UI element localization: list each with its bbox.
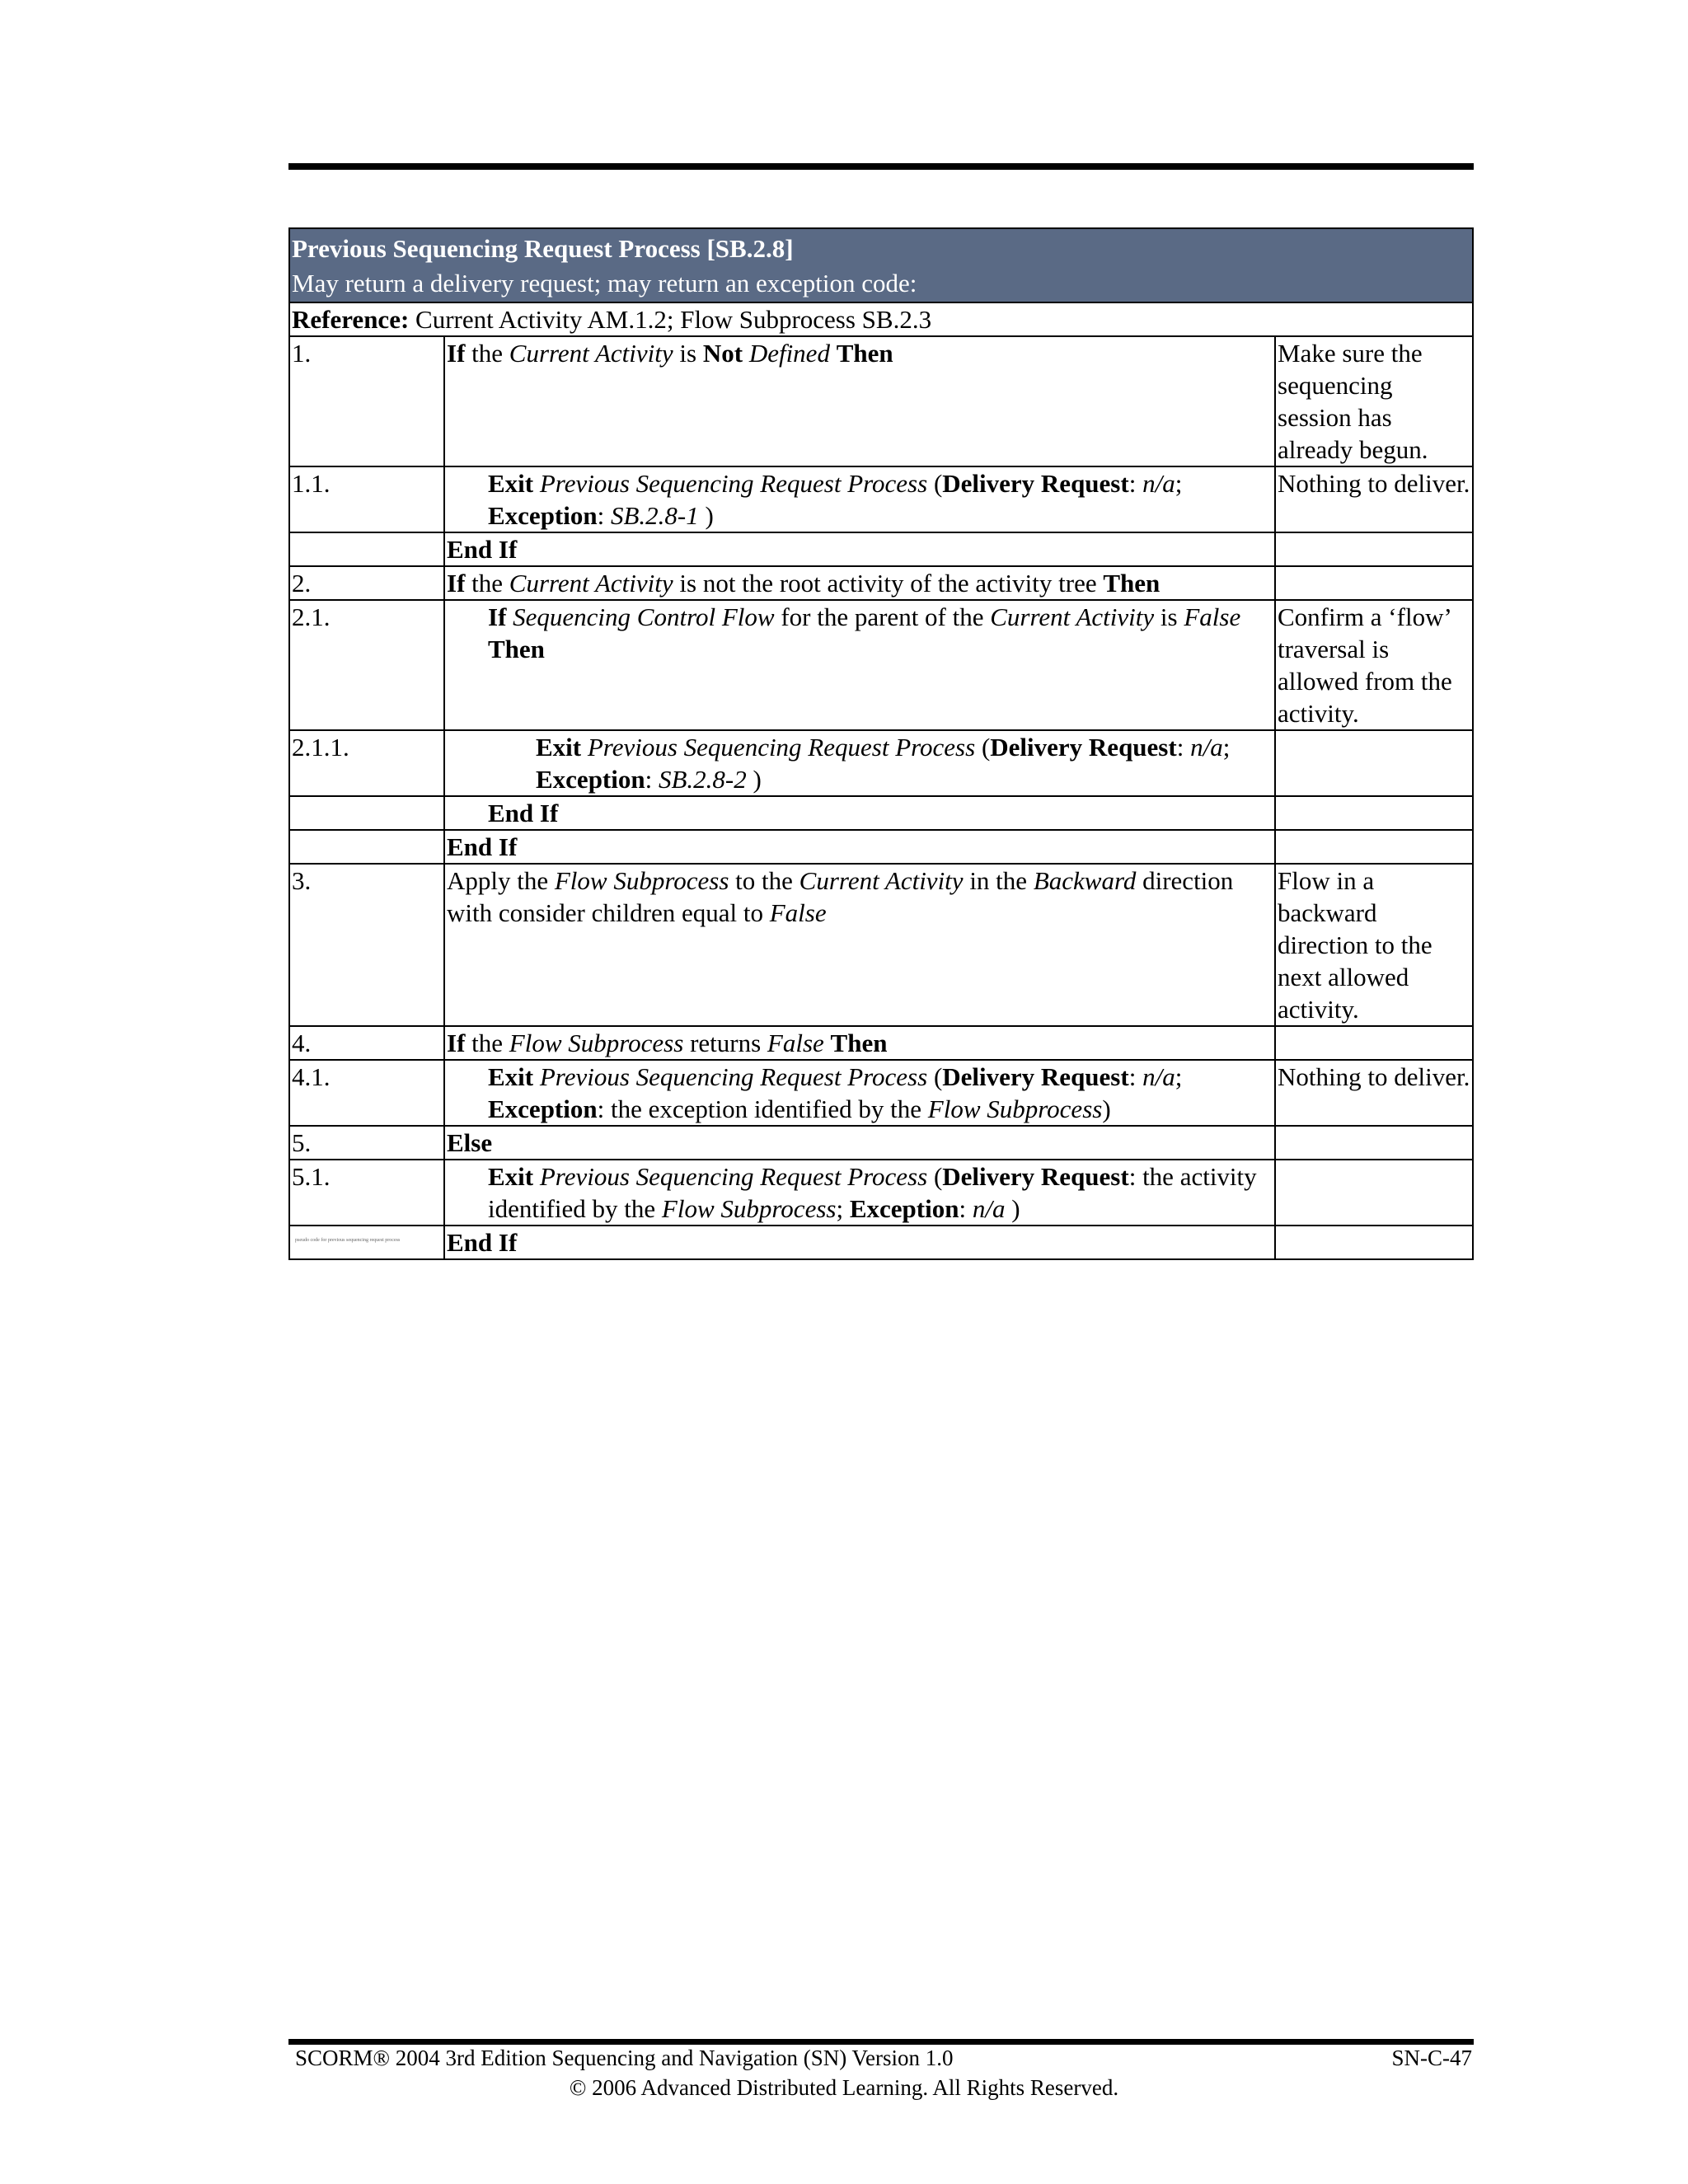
step-number: 1. — [289, 336, 444, 466]
table-row — [289, 864, 1473, 1026]
table-row — [289, 796, 1473, 830]
step-number: 2.1.1. — [289, 730, 444, 796]
table-header-row — [289, 228, 1473, 302]
process-header — [289, 228, 1473, 302]
step-code: Exit Previous Sequencing Request Process (Delivery Request: n/a; Exception: SB.2.8-1 ) — [444, 466, 1275, 532]
table-caption: pseudo code for previous sequencing request process — [295, 1238, 401, 1243]
table-row — [289, 600, 1473, 730]
step-code: If Sequencing Control Flow for the parent of the Current Activity is False Then — [444, 600, 1275, 730]
step-code: Exit Previous Sequencing Request Process (Delivery Request: n/a; Exception: SB.2.8-2 ) — [444, 730, 1275, 796]
step-code: End If — [444, 830, 1275, 864]
step-comment: Flow in a backward direction to the next allowed activity. — [1275, 864, 1473, 1026]
step-code: End If — [444, 1226, 1275, 1259]
step-code: Apply the Flow Subprocess to the Current Activity in the Backward direction with consider children equal to False — [444, 864, 1275, 1026]
table-row — [289, 1126, 1473, 1160]
reference-cell — [289, 302, 1473, 336]
table-row — [289, 1226, 1473, 1259]
step-number: 2. — [289, 566, 444, 600]
step-code: If the Flow Subprocess returns False Then — [444, 1026, 1275, 1060]
table-row — [289, 1160, 1473, 1226]
step-number: 1.1. — [289, 466, 444, 532]
table-row — [289, 730, 1473, 796]
step-number: 5.1. — [289, 1160, 444, 1226]
step-number: 2.1. — [289, 600, 444, 730]
table-row — [289, 532, 1473, 566]
step-comment: Confirm a ‘flow’ traversal is allowed from the activity. — [1275, 600, 1473, 730]
process-table — [288, 227, 1474, 1260]
step-code: If the Current Activity is Not Defined Then — [444, 336, 1275, 466]
step-comment — [1275, 730, 1473, 796]
page-number: SN-C-47 — [1391, 2046, 1472, 2070]
step-code: Exit Previous Sequencing Request Process (Delivery Request: n/a; Exception: the exception identified by the Flow Subprocess) — [444, 1060, 1275, 1126]
step-comment — [1275, 1160, 1473, 1226]
step-number — [289, 796, 444, 830]
table-row — [289, 830, 1473, 864]
step-comment — [1275, 1226, 1473, 1259]
step-comment — [1275, 1126, 1473, 1160]
step-comment — [1275, 796, 1473, 830]
step-comment: Nothing to deliver. — [1275, 1060, 1473, 1126]
step-code: Else — [444, 1126, 1275, 1160]
step-code: If the Current Activity is not the root activity of the activity tree Then — [444, 566, 1275, 600]
header-rule — [288, 163, 1474, 170]
step-comment — [1275, 830, 1473, 864]
step-number — [289, 532, 444, 566]
step-comment — [1275, 1026, 1473, 1060]
footer-rule — [288, 2039, 1474, 2045]
step-number: 3. — [289, 864, 444, 1026]
step-code: Exit Previous Sequencing Request Process (Delivery Request: the activity identified by the Flow Subprocess; Exception: n/a ) — [444, 1160, 1275, 1226]
step-comment — [1275, 566, 1473, 600]
step-code: End If — [444, 796, 1275, 830]
step-number — [289, 830, 444, 864]
step-code: End If — [444, 532, 1275, 566]
process-title: Previous Sequencing Request Process [SB.2.8] — [292, 234, 794, 263]
table-row — [289, 1060, 1473, 1126]
step-number: 5. — [289, 1126, 444, 1160]
copyright: © 2006 Advanced Distributed Learning. All Rights Reserved. — [569, 2075, 1119, 2100]
table-row — [289, 336, 1473, 466]
reference-row — [289, 302, 1473, 336]
reference-label: Reference: — [292, 305, 410, 334]
step-number: 4.1. — [289, 1060, 444, 1126]
step-comment — [1275, 532, 1473, 566]
step-comment: Make sure the sequencing session has already begun. — [1275, 336, 1473, 466]
table-row — [289, 466, 1473, 532]
step-number: 4. — [289, 1026, 444, 1060]
step-comment: Nothing to deliver. — [1275, 466, 1473, 532]
table-row — [289, 566, 1473, 600]
reference-text: Current Activity AM.1.2; Flow Subprocess SB.2.3 — [409, 305, 932, 334]
table-row — [289, 1026, 1473, 1060]
footer-title: SCORM® 2004 3rd Edition Sequencing and Navigation (SN) Version 1.0 — [295, 2046, 954, 2070]
process-subtitle: May return a delivery request; may return an exception code: — [292, 269, 917, 298]
